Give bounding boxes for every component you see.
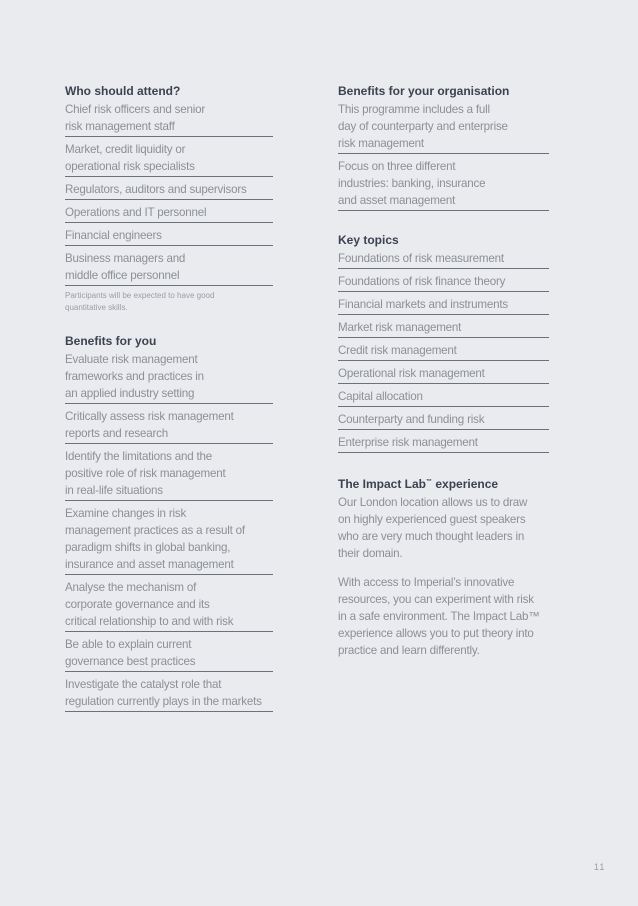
trademark-mark: ™ [426, 479, 433, 485]
impact-lab-heading [338, 477, 549, 492]
list-item: Identify the limitations and the positive role of risk management in real-life situations [65, 448, 273, 501]
list-item: Financial engineers [65, 227, 273, 246]
list-item: Critically assess risk management reports and research [65, 408, 273, 444]
key-topics-heading: Key topics [338, 233, 399, 247]
list-item: Regulators, auditors and supervisors [65, 181, 273, 200]
who-should-attend-heading: Who should attend? [65, 84, 181, 98]
list-item: Financial markets and instruments [338, 296, 549, 315]
right-column [338, 84, 549, 668]
list-item: Operations and IT personnel [65, 204, 273, 223]
list-item: Evaluate risk management frameworks and practices in an applied industry setting [65, 351, 273, 404]
impact-lab-heading-prefix: The Impact Lab [338, 477, 427, 491]
list-item: Capital allocation [338, 388, 549, 407]
impact-lab-heading-suffix: experience [432, 477, 499, 491]
key-topics-section [338, 233, 549, 453]
impact-lab-paragraph: With access to Imperial’s innovative resources, you can experiment with risk in a safe environment. The Impact Lab™ experience allows you to put theory into practice and learn differently. [338, 575, 540, 657]
list-item: Market risk management [338, 319, 549, 338]
list-item: Business managers and middle office personnel [65, 250, 273, 286]
page-number: 11 [594, 862, 606, 872]
who-should-attend-section [65, 84, 273, 314]
participants-note: Participants will be expected to have good quantitative skills. [65, 291, 215, 312]
list-item: Chief risk officers and senior risk management staff [65, 101, 273, 137]
list-item: Credit risk management [338, 342, 549, 361]
list-item: Operational risk management [338, 365, 549, 384]
list-item: Counterparty and funding risk [338, 411, 549, 430]
list-item: Focus on three different industries: banking, insurance and asset management [338, 158, 549, 211]
impact-lab-section [338, 477, 549, 659]
benefits-for-organisation-heading: Benefits for your organisation [338, 84, 510, 98]
list-item: Foundations of risk measurement [338, 250, 549, 269]
list-item: Be able to explain current governance best practices [65, 636, 273, 672]
list-item: This programme includes a full day of counterparty and enterprise risk management [338, 101, 549, 154]
list-item: Examine changes in risk management practices as a result of paradigm shifts in global banking, insurance and asset management [65, 505, 273, 575]
benefits-for-you-heading: Benefits for you [65, 334, 157, 348]
list-item: Analyse the mechanism of corporate governance and its critical relationship to and with risk [65, 579, 273, 632]
benefits-for-organisation-section [338, 84, 549, 211]
list-item: Foundations of risk finance theory [338, 273, 549, 292]
benefits-for-you-section [65, 334, 273, 712]
list-item: Investigate the catalyst role that regulation currently plays in the markets [65, 676, 273, 712]
list-item: Market, credit liquidity or operational risk specialists [65, 141, 273, 177]
impact-lab-paragraph: Our London location allows us to draw on highly experienced guest speakers who are very much thought leaders in their domain. [338, 496, 528, 560]
left-column [65, 84, 273, 716]
list-item: Enterprise risk management [338, 434, 549, 453]
